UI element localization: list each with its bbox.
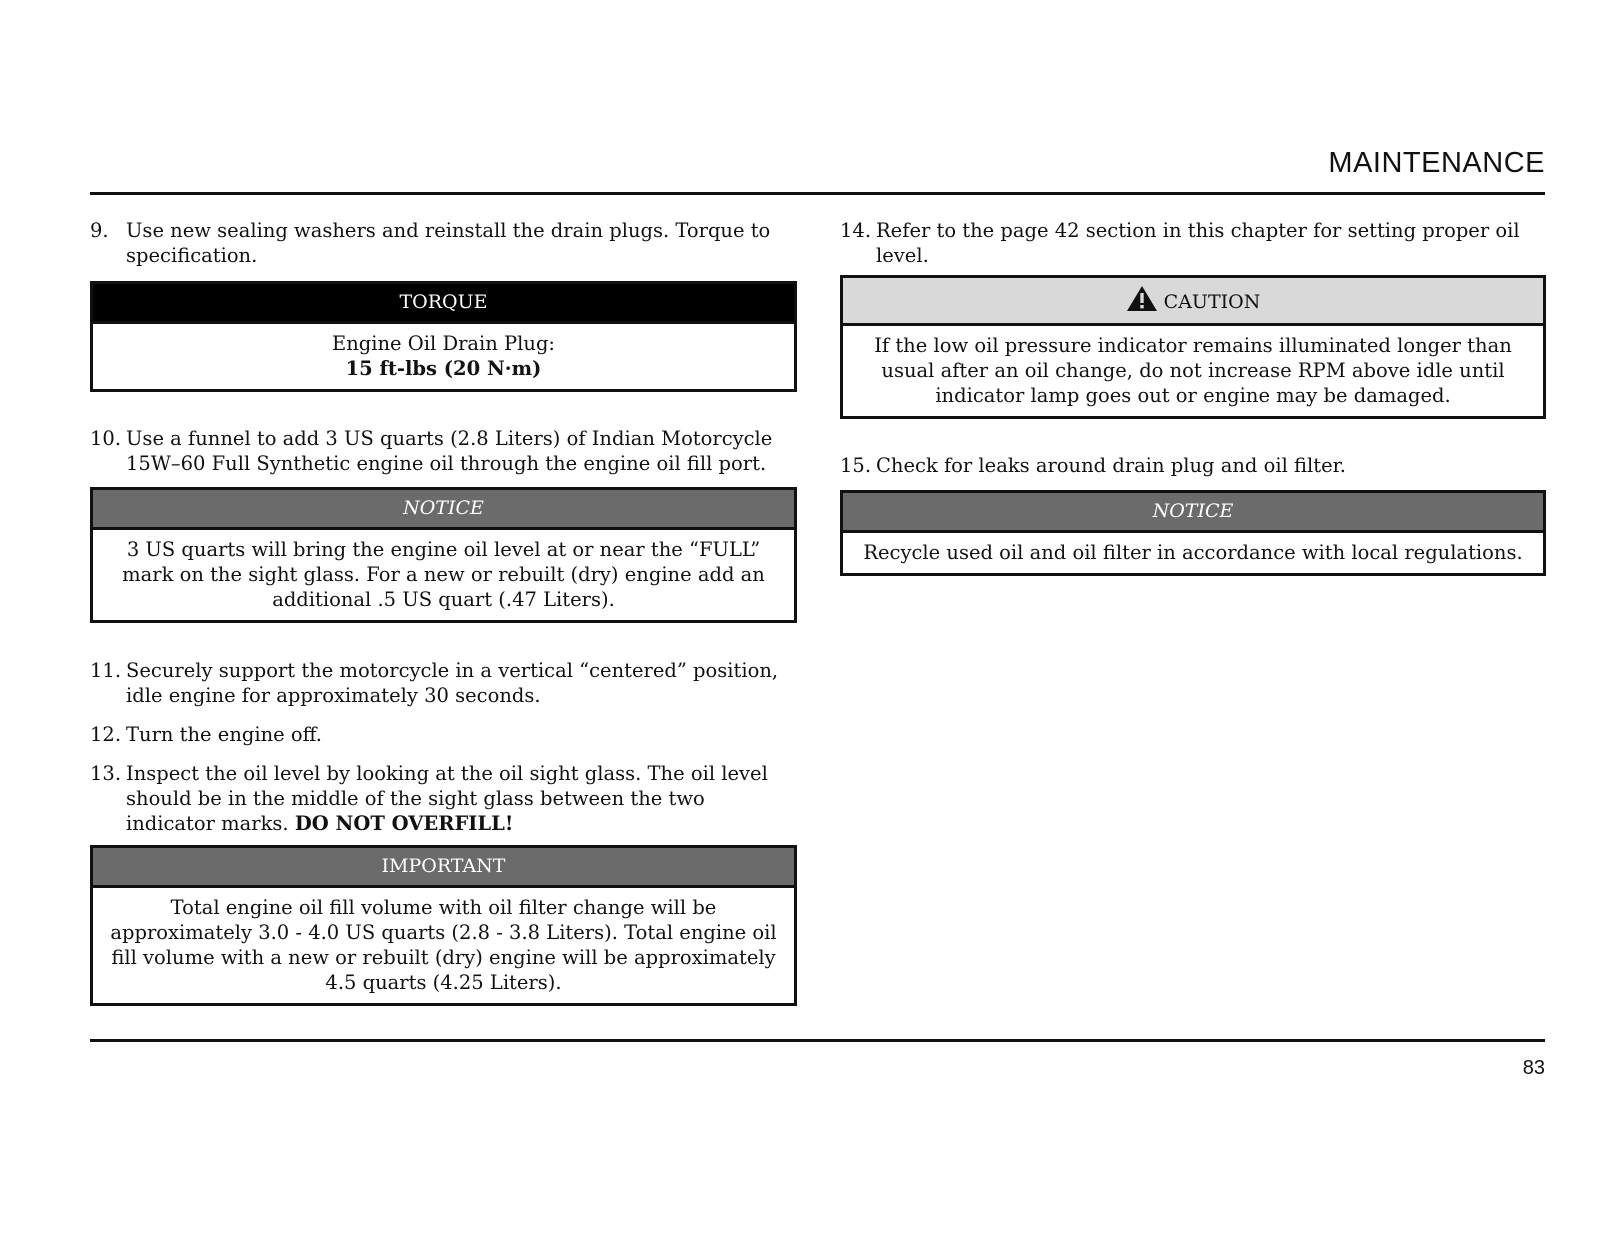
step-12	[90, 722, 797, 747]
notice-box-title: NOTICE	[93, 490, 794, 530]
warning-triangle-icon	[1126, 282, 1158, 330]
caution-title-text: CAUTION	[1163, 291, 1261, 313]
step-10	[90, 426, 797, 476]
right-column	[840, 218, 1546, 576]
step-number: 14.	[840, 219, 872, 242]
step-14	[840, 218, 1546, 268]
step-11	[90, 658, 797, 708]
page-number: 83	[1522, 1057, 1545, 1079]
caution-box	[840, 275, 1546, 419]
left-column	[90, 218, 797, 1006]
step-text: Use new sealing washers and reinstall the drain plugs. Torque to specification.	[126, 219, 771, 267]
important-box-text: Total engine oil fill volume with oil filter change will be approximately 3.0 - 4.0 US quarts (2.8 - 3.8 Liters). Total engine oil fill volume with a new or rebuilt (dry) engine will be approximately 4.5 quarts (4.25 Liters).	[110, 896, 777, 994]
torque-value: 15 ft-lbs (20 N·m)	[345, 357, 542, 380]
step-number: 12.	[90, 723, 122, 746]
notice-box-recycle	[840, 490, 1546, 576]
notice-box	[90, 487, 797, 623]
step-number: 11.	[90, 659, 122, 682]
step-15	[840, 453, 1546, 478]
step-number: 10.	[90, 427, 122, 450]
important-box-title: IMPORTANT	[93, 848, 794, 888]
step-text: Turn the engine off.	[126, 723, 322, 746]
header-rule	[90, 192, 1545, 195]
important-box	[90, 845, 797, 1006]
notice-box-text: Recycle used oil and oil filter in accordance with local regulations.	[863, 541, 1523, 564]
step-text: Securely support the motorcycle in a vertical “centered” position, idle engine for approximately 30 seconds.	[126, 659, 779, 707]
caution-box-text: If the low oil pressure indicator remains illuminated longer than usual after an oil change, do not increase RPM above idle until indicator lamp goes out or engine may be damaged.	[874, 334, 1512, 407]
step-9	[90, 218, 797, 268]
torque-box-title: TORQUE	[93, 284, 794, 324]
torque-box-body	[93, 324, 794, 389]
torque-label: Engine Oil Drain Plug:	[331, 332, 555, 355]
torque-box	[90, 281, 797, 392]
section-title: MAINTENANCE	[1328, 147, 1545, 179]
step-text: Check for leaks around drain plug and oil filter.	[876, 454, 1346, 477]
step-text: Inspect the oil level by looking at the oil sight glass. The oil level should be in the middle of the sight glass between the two indicator marks.	[126, 762, 768, 835]
step-number: 15.	[840, 454, 872, 477]
step-emphasis: DO NOT OVERFILL!	[294, 812, 514, 835]
step-text: Use a funnel to add 3 US quarts (2.8 Liters) of Indian Motorcycle 15W–60 Full Synthetic engine oil through the engine oil fill port.	[126, 427, 773, 475]
notice-box-text: 3 US quarts will bring the engine oil level at or near the “FULL” mark on the sight glass. For a new or rebuilt (dry) engine add an additional .5 US quart (.47 Liters).	[122, 538, 765, 611]
step-number: 13.	[90, 762, 122, 785]
step-13	[90, 761, 797, 836]
step-text: Refer to the page 42 section in this chapter for setting proper oil level.	[876, 219, 1520, 267]
caution-box-title	[843, 278, 1543, 326]
footer-rule	[90, 1039, 1545, 1042]
step-number: 9.	[90, 219, 109, 242]
notice-box-title: NOTICE	[843, 493, 1543, 533]
